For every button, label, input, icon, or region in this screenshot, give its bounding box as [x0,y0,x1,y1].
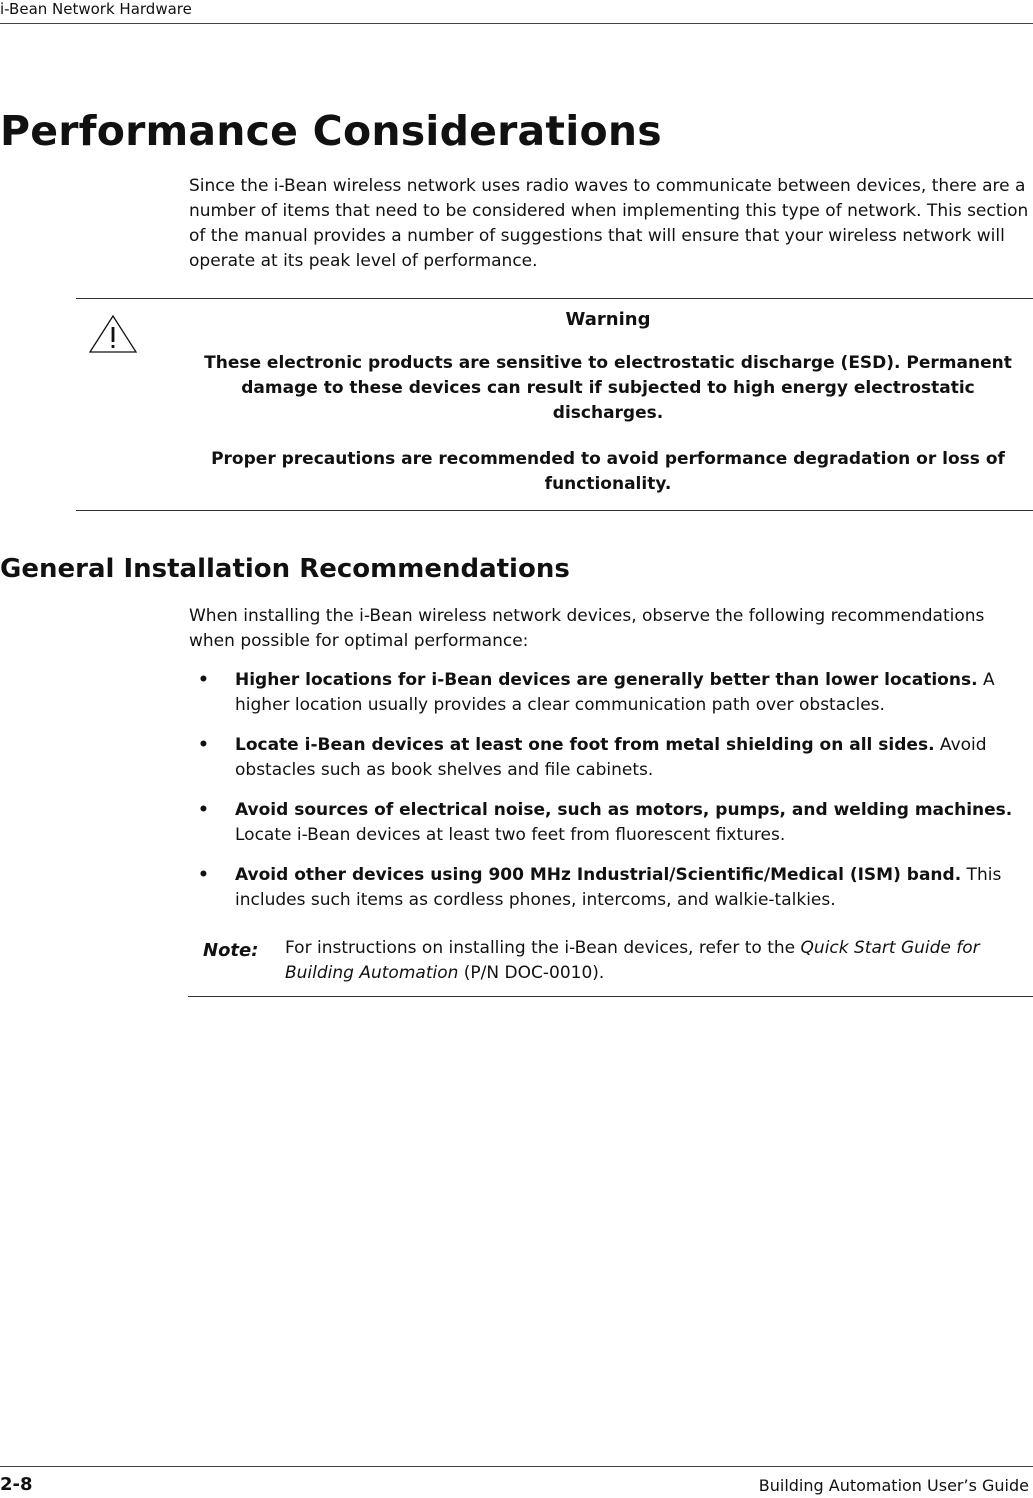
list-item-text: Avoid obstacles such as book shelves and file cabinets. [235,735,987,780]
note-text-after: (P/N DOC-0010). [458,963,605,983]
footer-rule [0,1466,1033,1467]
section-intro-paragraph: When installing the i-Bean wireless network devices, observe the following recommendations when possible for optimal performance: [189,606,985,651]
list-item-lead: Avoid other devices using 900 MHz Industrial/Scientific/Medical (ISM) band. [235,865,962,885]
note-text-before: For instructions on installing the i-Bean devices, refer to the [285,938,801,958]
guide-title: Quick Start Guide for Building Automation [285,938,980,983]
list-item [189,798,1031,848]
intro-paragraph: Since the i-Bean wireless network uses radio waves to communicate between devices, there are a number of items that need to be considered when implementing this type of network. This section of the manual provides a number of suggestions that will ensure that your wireless network will operate at its peak level of performance. [189,176,1029,271]
list-item-lead: Avoid sources of electrical noise, such as motors, pumps, and welding machines. [235,800,1013,820]
warning-callout [76,298,1033,511]
page-number: 2-8 [0,1474,33,1495]
section-heading: General Installation Recommendations [0,554,570,584]
list-item-text: Locate i-Bean devices at least two feet from fluorescent fixtures. [235,825,786,845]
note-label: Note: [203,940,259,961]
note-text [285,936,1025,986]
page-title: Performance Considerations [0,107,662,155]
warning-message-esd: These electronic products are sensitive to electrostatic discharge (ESD). Permanent damage to these devices can result if subjected to high energy electrostatic discharges. [204,353,1012,423]
warning-triangle-icon [88,313,138,355]
note-callout [188,932,1033,997]
list-item [189,668,1031,718]
warning-title: Warning [565,309,651,330]
list-item [189,863,1031,913]
running-header: i-Bean Network Hardware [0,0,192,18]
list-item [189,733,1031,783]
recommendations-list [189,668,1031,928]
bullet: • [198,865,209,885]
list-item-text: A higher location usually provides a clear communication path over obstacles. [235,670,995,715]
bullet: • [198,670,209,690]
bullet: • [198,735,209,755]
bullet: • [198,800,209,820]
list-item-text: This includes such items as cordless phones, intercoms, and walkie-talkies. [235,865,1002,910]
list-item-lead: Higher locations for i-Bean devices are generally better than lower locations. [235,670,978,690]
list-item-lead: Locate i-Bean devices at least one foot from metal shielding on all sides. [235,735,935,755]
footer-doc-title: Building Automation User’s Guide [758,1476,1029,1495]
warning-message-precautions: Proper precautions are recommended to avoid performance degradation or loss of functionality. [211,449,1005,494]
header-rule [0,23,1033,24]
